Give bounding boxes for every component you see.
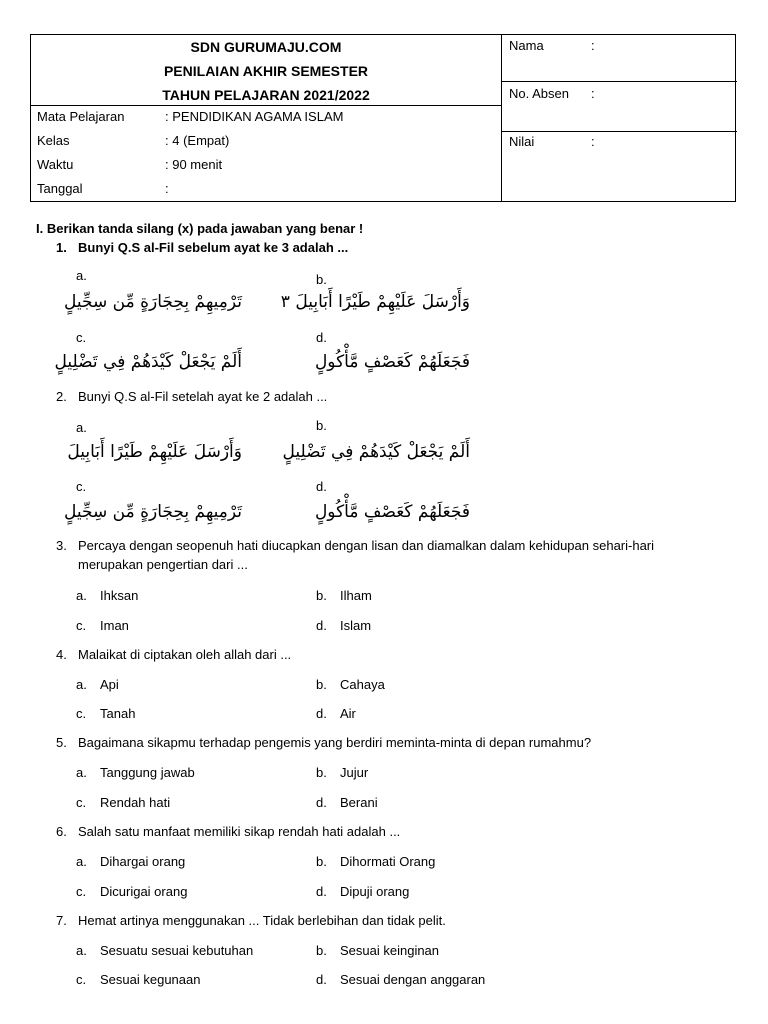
option-letter[interactable]: a. <box>76 268 87 283</box>
option-a[interactable] <box>76 943 253 958</box>
option-a[interactable] <box>76 677 119 692</box>
option-letter: d. <box>316 972 327 987</box>
info-label-class: Kelas <box>37 133 70 148</box>
option-text: Dihormati Orang <box>340 854 436 869</box>
option-letter: d. <box>316 884 327 899</box>
school-name: SDN GURUMAJU.COM <box>190 39 342 55</box>
option-d[interactable] <box>316 884 409 899</box>
option-b[interactable] <box>316 677 385 692</box>
info-label-date: Tanggal <box>37 181 83 196</box>
option-letter[interactable]: d. <box>316 479 327 494</box>
question-number: 6. <box>56 824 67 839</box>
question-6 <box>56 824 400 839</box>
option-letter: a. <box>76 854 87 869</box>
header-table <box>30 34 736 202</box>
option-text: Cahaya <box>340 677 385 692</box>
option-text: Sesuai dengan anggaran <box>340 972 486 987</box>
option-b[interactable] <box>316 854 435 869</box>
info-value-subject: : PENDIDIKAN AGAMA ISLAM <box>165 109 344 124</box>
option-letter: c. <box>76 618 87 633</box>
info-label-subject: Mata Pelajaran <box>37 109 125 124</box>
question-number: 2. <box>56 389 67 404</box>
option-text: Sesuai keinginan <box>340 943 440 958</box>
option-text: Sesuai kegunaan <box>100 972 201 987</box>
question-2 <box>56 389 327 404</box>
option-text: Sesuatu sesuai kebutuhan <box>100 943 254 958</box>
question-text: Bagaimana sikapmu terhadap pengemis yang berdiri meminta-minta di depan rumahmu? <box>78 735 592 750</box>
option-letter[interactable]: c. <box>76 479 87 494</box>
option-letter: b. <box>316 854 327 869</box>
option-arabic[interactable]: فَجَعَلَهُمْ كَعَصْفٍ مَّأْكُولٍ <box>314 352 470 372</box>
option-letter: d. <box>316 795 327 810</box>
option-arabic[interactable]: تَرْمِيهِمْ بِحِجَارَةٍ مِّن سِجِّيلٍ <box>64 502 242 522</box>
option-d[interactable] <box>316 618 371 633</box>
option-text: Dipuji orang <box>340 884 410 899</box>
option-arabic[interactable]: أَلَمْ يَجْعَلْ كَيْدَهُمْ فِي تَضْلِيلٍ <box>282 442 470 462</box>
option-letter: c. <box>76 972 87 987</box>
option-letter: a. <box>76 677 87 692</box>
info-label-time: Waktu <box>37 157 74 172</box>
option-d[interactable] <box>316 706 356 721</box>
option-b[interactable] <box>316 943 439 958</box>
option-letter: c. <box>76 706 87 721</box>
option-a[interactable] <box>76 588 138 603</box>
option-letter: a. <box>76 588 87 603</box>
option-text: Air <box>340 706 356 721</box>
header-divider-right-2 <box>501 131 737 132</box>
absen-label: No. Absen <box>509 86 569 101</box>
question-text: Salah satu manfaat memiliki sikap rendah hati adalah ... <box>78 824 401 839</box>
option-letter[interactable]: b. <box>316 272 327 287</box>
score-field[interactable]: : <box>591 134 595 149</box>
question-7 <box>56 913 446 928</box>
option-letter: a. <box>76 943 87 958</box>
option-d[interactable] <box>316 972 485 987</box>
option-b[interactable] <box>316 765 368 780</box>
question-number: 4. <box>56 647 67 662</box>
option-letter[interactable]: c. <box>76 330 87 345</box>
option-c[interactable] <box>76 884 187 899</box>
option-arabic[interactable]: وَأَرْسَلَ عَلَيْهِمْ طَيْرًا أَبَابِيلَ ٣ <box>280 292 470 312</box>
option-letter: b. <box>316 765 327 780</box>
question-text: Bunyi Q.S al-Fil setelah ayat ke 2 adalah ... <box>78 389 328 404</box>
question-text-continued: merupakan pengertian dari ... <box>78 557 248 572</box>
option-letter: b. <box>316 588 327 603</box>
option-arabic[interactable]: تَرْمِيهِمْ بِحِجَارَةٍ مِّن سِجِّيلٍ <box>64 292 242 312</box>
absen-field[interactable]: : <box>591 86 595 101</box>
question-number: 3. <box>56 538 67 553</box>
option-text: Ihksan <box>100 588 139 603</box>
option-text: Dihargai orang <box>100 854 186 869</box>
option-text: Api <box>100 677 119 692</box>
option-text: Ilham <box>340 588 372 603</box>
option-letter: b. <box>316 677 327 692</box>
option-d[interactable] <box>316 795 378 810</box>
question-text: Hemat artinya menggunakan ... Tidak berlebihan dan tidak pelit. <box>78 913 446 928</box>
option-letter[interactable]: a. <box>76 420 87 435</box>
name-field[interactable]: : <box>591 38 595 53</box>
header-divider-right-1 <box>501 81 737 82</box>
question-number: 5. <box>56 735 67 750</box>
option-text: Dicurigai orang <box>100 884 188 899</box>
option-text: Islam <box>340 618 372 633</box>
name-label: Nama <box>509 38 544 53</box>
option-letter: a. <box>76 765 87 780</box>
question-text: Bunyi Q.S al-Fil sebelum ayat ke 3 adalah ... <box>78 240 349 255</box>
option-c[interactable] <box>76 618 129 633</box>
option-c[interactable] <box>76 706 135 721</box>
school-year: TAHUN PELAJARAN 2021/2022 <box>162 87 370 103</box>
option-c[interactable] <box>76 972 200 987</box>
option-text: Tanggung jawab <box>100 765 195 780</box>
option-letter: c. <box>76 884 87 899</box>
option-letter: b. <box>316 943 327 958</box>
option-letter: d. <box>316 706 327 721</box>
question-4 <box>56 647 291 662</box>
option-a[interactable] <box>76 765 195 780</box>
option-arabic[interactable]: وَأَرْسَلَ عَلَيْهِمْ طَيْرًا أَبَابِيلَ <box>67 442 242 462</box>
question-text: Malaikat di ciptakan oleh allah dari ... <box>78 647 292 662</box>
section-instruction: I. Berikan tanda silang (x) pada jawaban yang benar ! <box>36 221 364 236</box>
question-number: 1. <box>56 240 67 255</box>
score-label: Nilai <box>509 134 535 149</box>
question-1 <box>56 240 348 255</box>
question-text: Percaya dengan seopenuh hati diucapkan dengan lisan dan diamalkan dalam kehidupan sehari-hari <box>78 538 655 553</box>
option-letter[interactable]: b. <box>316 418 327 433</box>
option-text: Berani <box>340 795 378 810</box>
option-text: Tanah <box>100 706 136 721</box>
option-arabic[interactable]: فَجَعَلَهُمْ كَعَصْفٍ مَّأْكُولٍ <box>314 502 470 522</box>
option-text: Rendah hati <box>100 795 171 810</box>
info-value-time: : 90 menit <box>165 157 223 172</box>
question-3 <box>56 538 654 553</box>
option-c[interactable] <box>76 795 170 810</box>
option-letter: c. <box>76 795 87 810</box>
info-value-date[interactable]: : <box>165 181 169 196</box>
question-5 <box>56 735 591 750</box>
header-divider-left <box>31 105 501 106</box>
info-value-class: : 4 (Empat) <box>165 133 230 148</box>
option-text: Iman <box>100 618 129 633</box>
question-number: 7. <box>56 913 67 928</box>
option-b[interactable] <box>316 588 372 603</box>
exam-title: PENILAIAN AKHIR SEMESTER <box>163 63 369 79</box>
option-text: Jujur <box>340 765 369 780</box>
option-letter: d. <box>316 618 327 633</box>
option-a[interactable] <box>76 854 185 869</box>
option-arabic[interactable]: أَلَمْ يَجْعَلْ كَيْدَهُمْ فِي تَضْلِيلٍ <box>54 352 242 372</box>
header-divider-vertical <box>501 35 502 201</box>
option-letter[interactable]: d. <box>316 330 327 345</box>
